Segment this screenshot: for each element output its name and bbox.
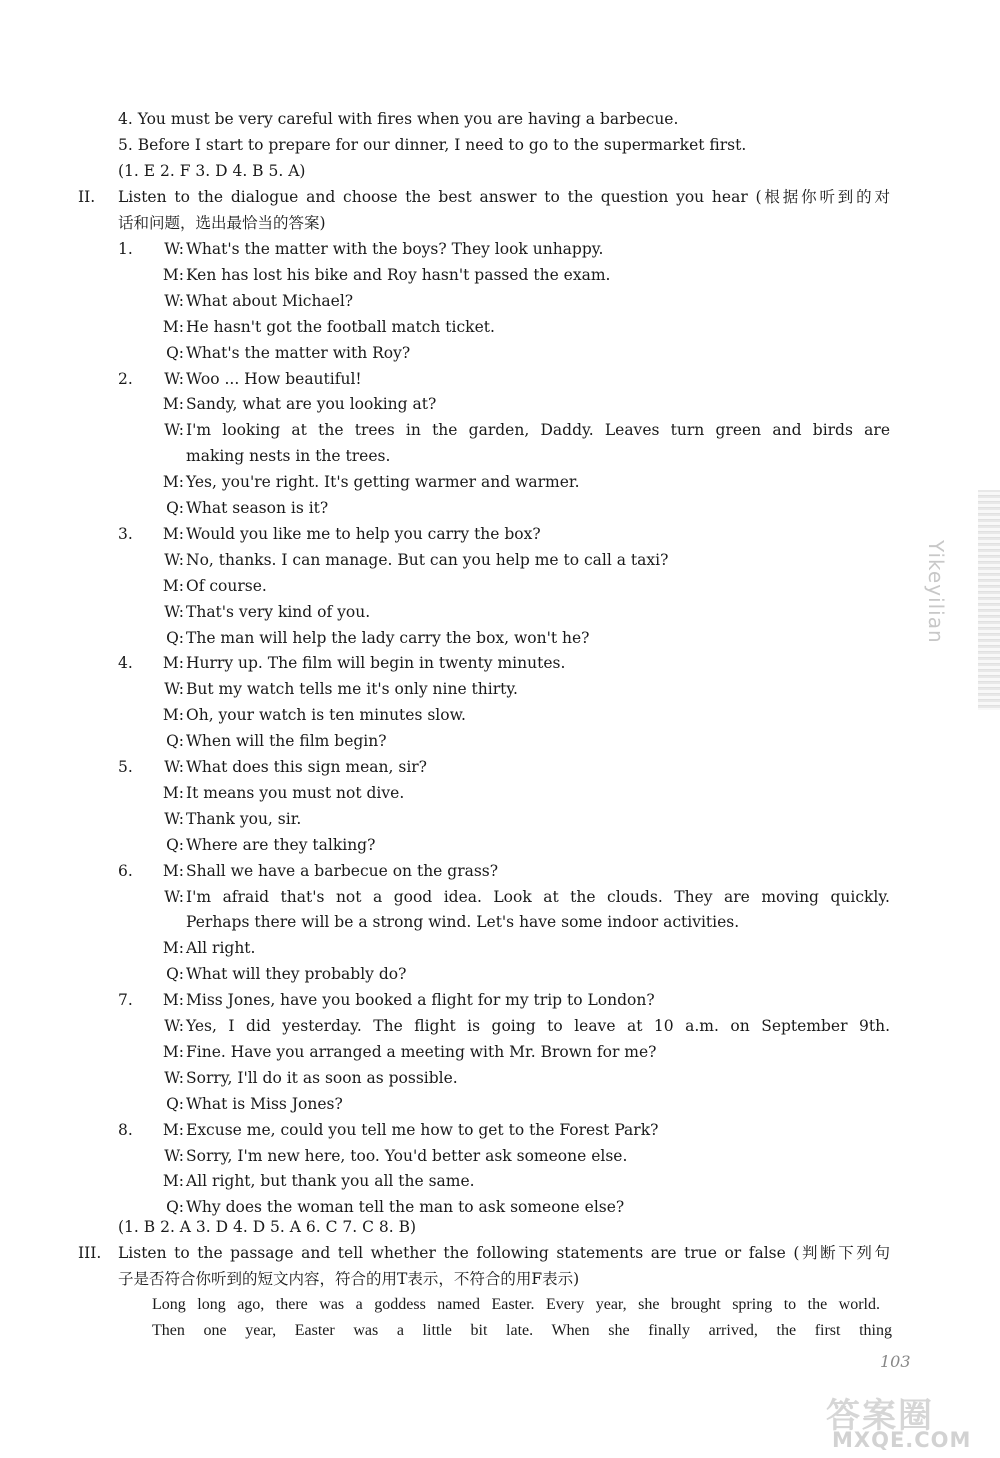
dialogue-line: Would you like me to help you carry the box? [186,524,541,543]
dialogue-speaker: Q: [166,343,184,362]
dialogue-line: All right, but thank you all the same. [186,1172,475,1191]
dialogue-line: Sorry, I'm new here, too. You'd better ask someone else. [186,1146,628,1165]
dialogue-number: 1. [118,240,133,258]
dialogue-line: But my watch tells me it's only nine thirty. [186,680,518,699]
dialogue-speaker: Q: [166,628,184,647]
dialogue-speaker: Q: [166,499,184,517]
dialogue-speaker: M: [162,317,184,336]
section-numeral-iii: III. [78,1244,102,1262]
site-logo-watermark [812,1388,992,1454]
dialogue-number: 3. [118,524,133,543]
dialogue-number: 4. [118,654,133,673]
dialogue-speaker: W: [164,240,184,258]
dialogue-speaker: W: [164,887,184,906]
dialogue-number: 2. [118,369,133,388]
dialogue-line: Woo ... How beautiful! [186,369,362,388]
dialogue-speaker: M: [162,1172,184,1191]
dialogue-speaker: W: [164,1146,184,1165]
dialogue-speaker: W: [164,758,184,776]
dialogue-speaker: M: [162,1042,184,1061]
dialogue-line: All right. [186,939,256,958]
dialogue-line: Excuse me, could you tell me how to get to the Forest Park? [186,1120,659,1139]
dialogue-speaker: Q: [166,835,184,854]
passage-line1: Long long ago, there was a goddess named Easter. Every year, she brought spring to the world. [152,1296,880,1313]
dialogue-line: Of course. [186,576,267,595]
dialogue-line: Sorry, I'll do it as soon as possible. [186,1068,458,1087]
dialogue-line: What about Michael? [186,291,354,310]
dialogue-line: Why does the woman tell the man to ask someone else? [186,1198,625,1217]
dialogue-speaker: M: [162,524,184,543]
dialogue-line: making nests in the trees. [186,447,391,466]
dialogue-speaker: M: [162,783,184,802]
dialogue-speaker: M: [162,265,184,284]
section-numeral-ii: II. [78,188,96,206]
section-iii-instruction-line1: Listen to the passage and tell whether the following statements are true or false (判断下列句 [118,1244,890,1262]
section-ii-instruction-line2: 话和问题，选出最恰当的答案) [118,214,326,232]
dialogue-speaker: Q: [166,1094,184,1113]
dialogue-speaker: M: [162,395,184,414]
dialogue-speaker: W: [164,421,184,440]
dialogue-speaker: Q: [166,965,184,984]
dialogue-line: It means you must not dive. [186,783,405,802]
dialogue-line: Fine. Have you arranged a meeting with Mr. Brown for me? [186,1042,657,1061]
dialogue-speaker: W: [164,550,184,569]
dialogue-line: Sandy, what are you looking at? [186,395,437,414]
dialogue-number: 8. [118,1120,133,1139]
section-ii-instruction-line1: Listen to the dialogue and choose the best answer to the question you hear (根据你听到的对 [118,188,890,206]
dialogue-line: Miss Jones, have you booked a flight for my trip to London? [186,991,655,1010]
dialogue-line: Yes, I did yesterday. The flight is going to leave at 10 a.m. on September 9th. [186,1017,890,1035]
dialogue-line: When will the film begin? [186,732,387,751]
dialogue-line: That's very kind of you. [186,602,371,621]
dialogue-speaker: W: [164,809,184,828]
dialogue-speaker: M: [162,861,184,880]
prev-answers: (1. E 2. F 3. D 4. B 5. A) [118,162,306,180]
dialogue-line: I'm afraid that's not a good idea. Look at the clouds. They are moving quickly. [186,887,890,906]
dialogue-speaker: W: [164,291,184,310]
dialogue-line: What season is it? [186,499,329,517]
dialogue-speaker: M: [162,473,184,492]
dialogue-line: I'm looking at the trees in the garden, Daddy. Leaves turn green and birds are [186,421,890,440]
dialogue-speaker: M: [162,991,184,1010]
dialogue-speaker: M: [162,939,184,958]
scan-edge-texture [978,490,1000,710]
dialogue-speaker: W: [164,602,184,621]
dialogue-line: What's the matter with Roy? [186,343,411,362]
dialogue-number: 5. [118,758,133,776]
dialogue-line: What does this sign mean, sir? [186,758,427,776]
dialogue-line: The man will help the lady carry the box, won't he? [186,628,590,647]
dialogue-line: Ken has lost his bike and Roy hasn't passed the exam. [186,265,611,284]
dialogue-line: Oh, your watch is ten minutes slow. [186,706,466,725]
dialogue-speaker: W: [164,680,184,699]
dialogue-speaker: Q: [166,732,184,751]
prev-item-4: 4. You must be very careful with fires when you are having a barbecue. [118,110,679,128]
logo-main-text: 答案圈 [826,1396,934,1436]
dialogue-speaker: M: [162,654,184,673]
dialogue-line: Yes, you're right. It's getting warmer and warmer. [186,473,580,492]
dialogue-line: What's the matter with the boys? They look unhappy. [186,240,604,258]
dialogue-number: 7. [118,991,133,1010]
dialogue-speaker: M: [162,706,184,725]
dialogue-line: No, thanks. I can manage. But can you help me to call a taxi? [186,550,669,569]
dialogue-line: Shall we have a barbecue on the grass? [186,861,499,880]
dialogue-speaker: Q: [166,1198,184,1217]
passage-line2: Then one year, Easter was a little bit late. When she finally arrived, the first thing [152,1322,892,1339]
section-ii-answers: (1. B 2. A 3. D 4. D 5. A 6. C 7. C 8. B) [118,1218,417,1236]
dialogue-line: Thank you, sir. [186,809,302,828]
dialogue-speaker: M: [162,1120,184,1139]
page-number: 103 [880,1352,911,1371]
dialogue-line: He hasn't got the football match ticket. [186,317,495,336]
dialogue-speaker: W: [164,369,184,388]
dialogue-line: Hurry up. The film will begin in twenty minutes. [186,654,566,673]
dialogue-line: What is Miss Jones? [186,1094,343,1113]
dialogue-line: Perhaps there will be a strong wind. Let's have some indoor activities. [186,913,740,932]
prev-item-5: 5. Before I start to prepare for our dinner, I need to go to the supermarket first. [118,136,747,154]
dialogue-line: Where are they talking? [186,835,376,854]
dialogue-line: What will they probably do? [186,965,407,984]
section-iii-instruction-line2: 子是否符合你听到的短文内容，符合的用T表示，不符合的用F表示) [118,1270,580,1288]
dialogue-speaker: W: [164,1017,184,1035]
dialogue-speaker: W: [164,1068,184,1087]
logo-url-text: MXQE.COM [832,1428,972,1452]
side-watermark: Yikeyilian [924,540,948,644]
dialogue-speaker: M: [162,576,184,595]
dialogue-number: 6. [118,861,133,880]
